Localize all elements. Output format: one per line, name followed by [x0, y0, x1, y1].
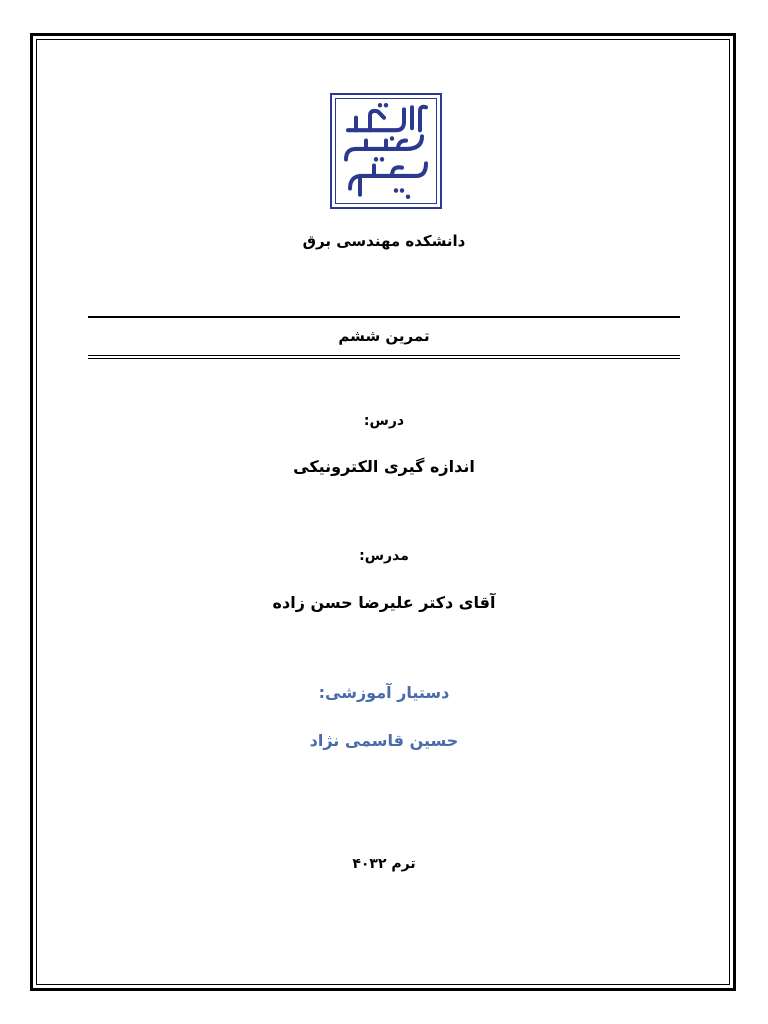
teaching-assistant-name: حسین قاسمی نژاد [309, 731, 459, 750]
course-name: اندازه گیری الکترونیکی [293, 457, 475, 476]
instructor-label: مدرس: [359, 548, 409, 564]
faculty-name: دانشکده مهندسی برق [302, 232, 466, 250]
assignment-title: تمرین ششم [338, 327, 430, 345]
teaching-assistant-label: دستیار آموزشی: [318, 683, 450, 702]
course-label: درس: [363, 413, 405, 429]
instructor-name: آقای دکتر علیرضا حسن زاده [272, 593, 496, 612]
university-logo-icon [330, 93, 442, 209]
title-bottom-rule-second [88, 358, 680, 359]
title-top-rule [88, 316, 680, 318]
title-bottom-rule [88, 355, 680, 356]
term: ترم ۴۰۳۲ [352, 856, 416, 872]
